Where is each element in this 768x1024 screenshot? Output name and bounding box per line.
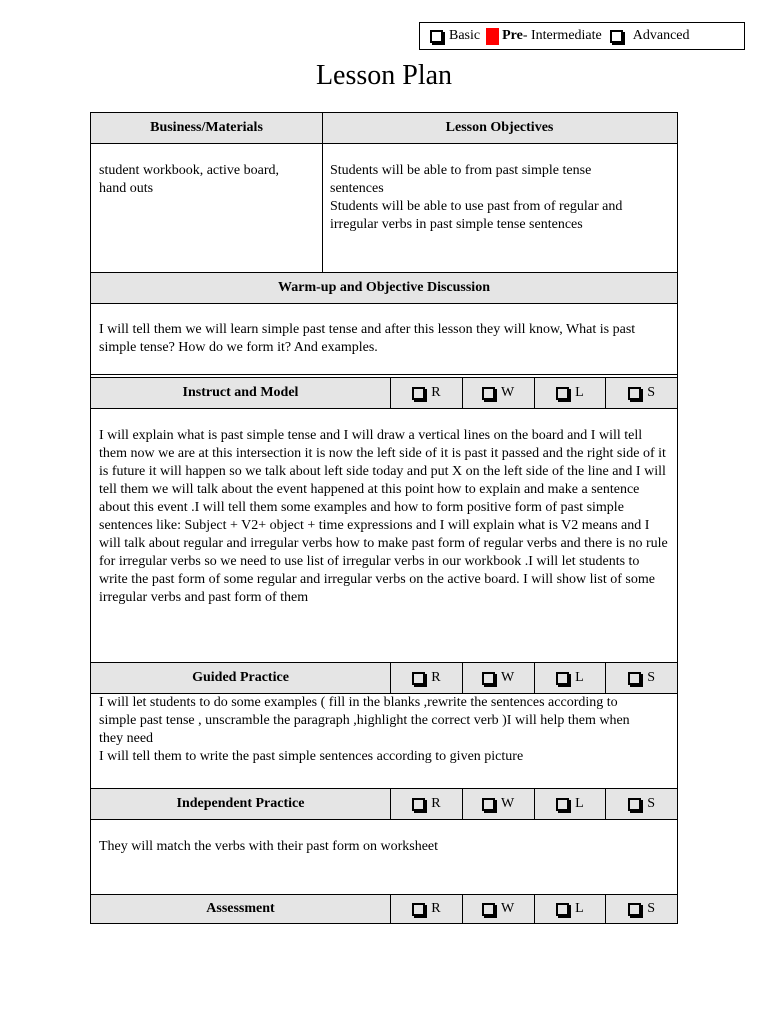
checkbox-icon[interactable] <box>482 903 495 916</box>
checkbox-icon[interactable] <box>412 903 425 916</box>
skill-r[interactable]: R <box>391 789 463 819</box>
checked-square-icon[interactable] <box>486 28 499 45</box>
level-pre-intermediate[interactable] <box>480 28 602 45</box>
independent-header-row <box>90 788 678 820</box>
checkbox-icon[interactable] <box>482 387 495 400</box>
checkbox-icon[interactable] <box>412 672 425 685</box>
objective-1: Students will be able to from past simple tense sentences <box>330 163 592 196</box>
checkbox-icon[interactable] <box>482 798 495 811</box>
checkbox-icon[interactable] <box>628 672 641 685</box>
warmup-header: Warm-up and Objective Discussion <box>278 280 490 295</box>
skill-s[interactable]: S <box>606 895 677 923</box>
level-intermediate-label: - Intermediate <box>522 28 602 43</box>
skill-l[interactable]: L <box>535 378 607 408</box>
guided-text-2: I will tell them to write the past simple sentences according to given picture <box>99 749 524 764</box>
skill-w[interactable]: W <box>463 378 535 408</box>
assessment-header-row <box>90 894 678 924</box>
skill-w[interactable]: W <box>463 663 535 693</box>
level-basic-label: Basic <box>449 28 481 43</box>
skill-l[interactable]: L <box>535 789 607 819</box>
checkbox-icon[interactable] <box>556 672 569 685</box>
materials-text: student workbook, active board, hand outs <box>99 163 280 196</box>
skill-r[interactable]: R <box>391 895 463 923</box>
checkbox-icon[interactable] <box>628 798 641 811</box>
warmup-content-row <box>90 303 678 375</box>
checkbox-icon[interactable] <box>412 387 425 400</box>
instruct-header: Instruct and Model <box>91 378 391 408</box>
objective-2: Students will be able to use past from of regular and irregular verbs in past simple tense sentences <box>330 199 623 232</box>
page-title: Lesson Plan <box>315 60 453 91</box>
materials-header: Business/Materials <box>150 120 263 135</box>
guided-header-row <box>90 662 678 694</box>
skill-l[interactable]: L <box>535 663 607 693</box>
guided-text-1: I will let students to do some examples ( fill in the blanks ,rewrite the sentences according to simple past tense , unscramble the paragraph ,highlight the correct verb )I will help them when they need <box>99 695 630 746</box>
instruct-content-row <box>90 408 678 663</box>
materials-objectives-header-row <box>90 112 678 144</box>
checkbox-icon[interactable] <box>412 798 425 811</box>
level-advanced-label: Advanced <box>632 28 690 43</box>
skill-w[interactable]: W <box>463 895 535 923</box>
level-selector <box>419 22 745 50</box>
assessment-header: Assessment <box>91 895 391 923</box>
instruct-header-row <box>90 377 678 409</box>
checkbox-icon[interactable] <box>556 903 569 916</box>
level-advanced[interactable] <box>610 28 690 44</box>
warmup-text: I will tell them we will learn simple past tense and after this lesson they will know, What is past simple tense? How do we form it? And examples. <box>99 322 636 355</box>
checkbox-icon[interactable] <box>628 903 641 916</box>
guided-content-row <box>90 693 678 789</box>
independent-header: Independent Practice <box>91 789 391 819</box>
checkbox-icon[interactable] <box>556 798 569 811</box>
skill-l[interactable]: L <box>535 895 607 923</box>
skill-s[interactable]: S <box>606 378 677 408</box>
skill-r[interactable]: R <box>391 663 463 693</box>
guided-header: Guided Practice <box>91 663 391 693</box>
warmup-header-row <box>90 272 678 304</box>
checkbox-icon[interactable] <box>556 387 569 400</box>
independent-text: They will match the verbs with their past form on worksheet <box>99 839 439 854</box>
skill-s[interactable]: S <box>606 789 677 819</box>
checkbox-icon[interactable] <box>610 30 623 43</box>
objectives-header: Lesson Objectives <box>445 120 554 135</box>
level-basic[interactable] <box>430 28 480 44</box>
skill-w[interactable]: W <box>463 789 535 819</box>
checkbox-icon[interactable] <box>430 30 443 43</box>
independent-content-row <box>90 819 678 895</box>
checkbox-icon[interactable] <box>482 672 495 685</box>
skill-r[interactable]: R <box>391 378 463 408</box>
instruct-text: I will explain what is past simple tense and I will draw a vertical lines on the board and I will tell them now we are at this intersection it is now the left side of it is past it passed and the right side of it is future it will happen so we talk about left side today and put X on the left side of the line and I will tell them we will talk about the event happened at this point how to explain and make a sentence about this event .I will tell them some examples and how to form positive form of past simple sentences like: Subject + V2+ object + time expressions and I will explain what is V2 means and I will talk about regular and irregular verbs how to make past form of regular verbs and there is no rule for irregular verbs so we need to use list of irregular verbs in our workbook .I will let students to write the past form of some regular and irregular verbs on the active board. I will show list of some irregular verbs and past form of them <box>99 428 668 605</box>
materials-objectives-content-row <box>90 143 678 273</box>
skill-s[interactable]: S <box>606 663 677 693</box>
level-pre-label: Pre <box>502 28 523 43</box>
checkbox-icon[interactable] <box>628 387 641 400</box>
